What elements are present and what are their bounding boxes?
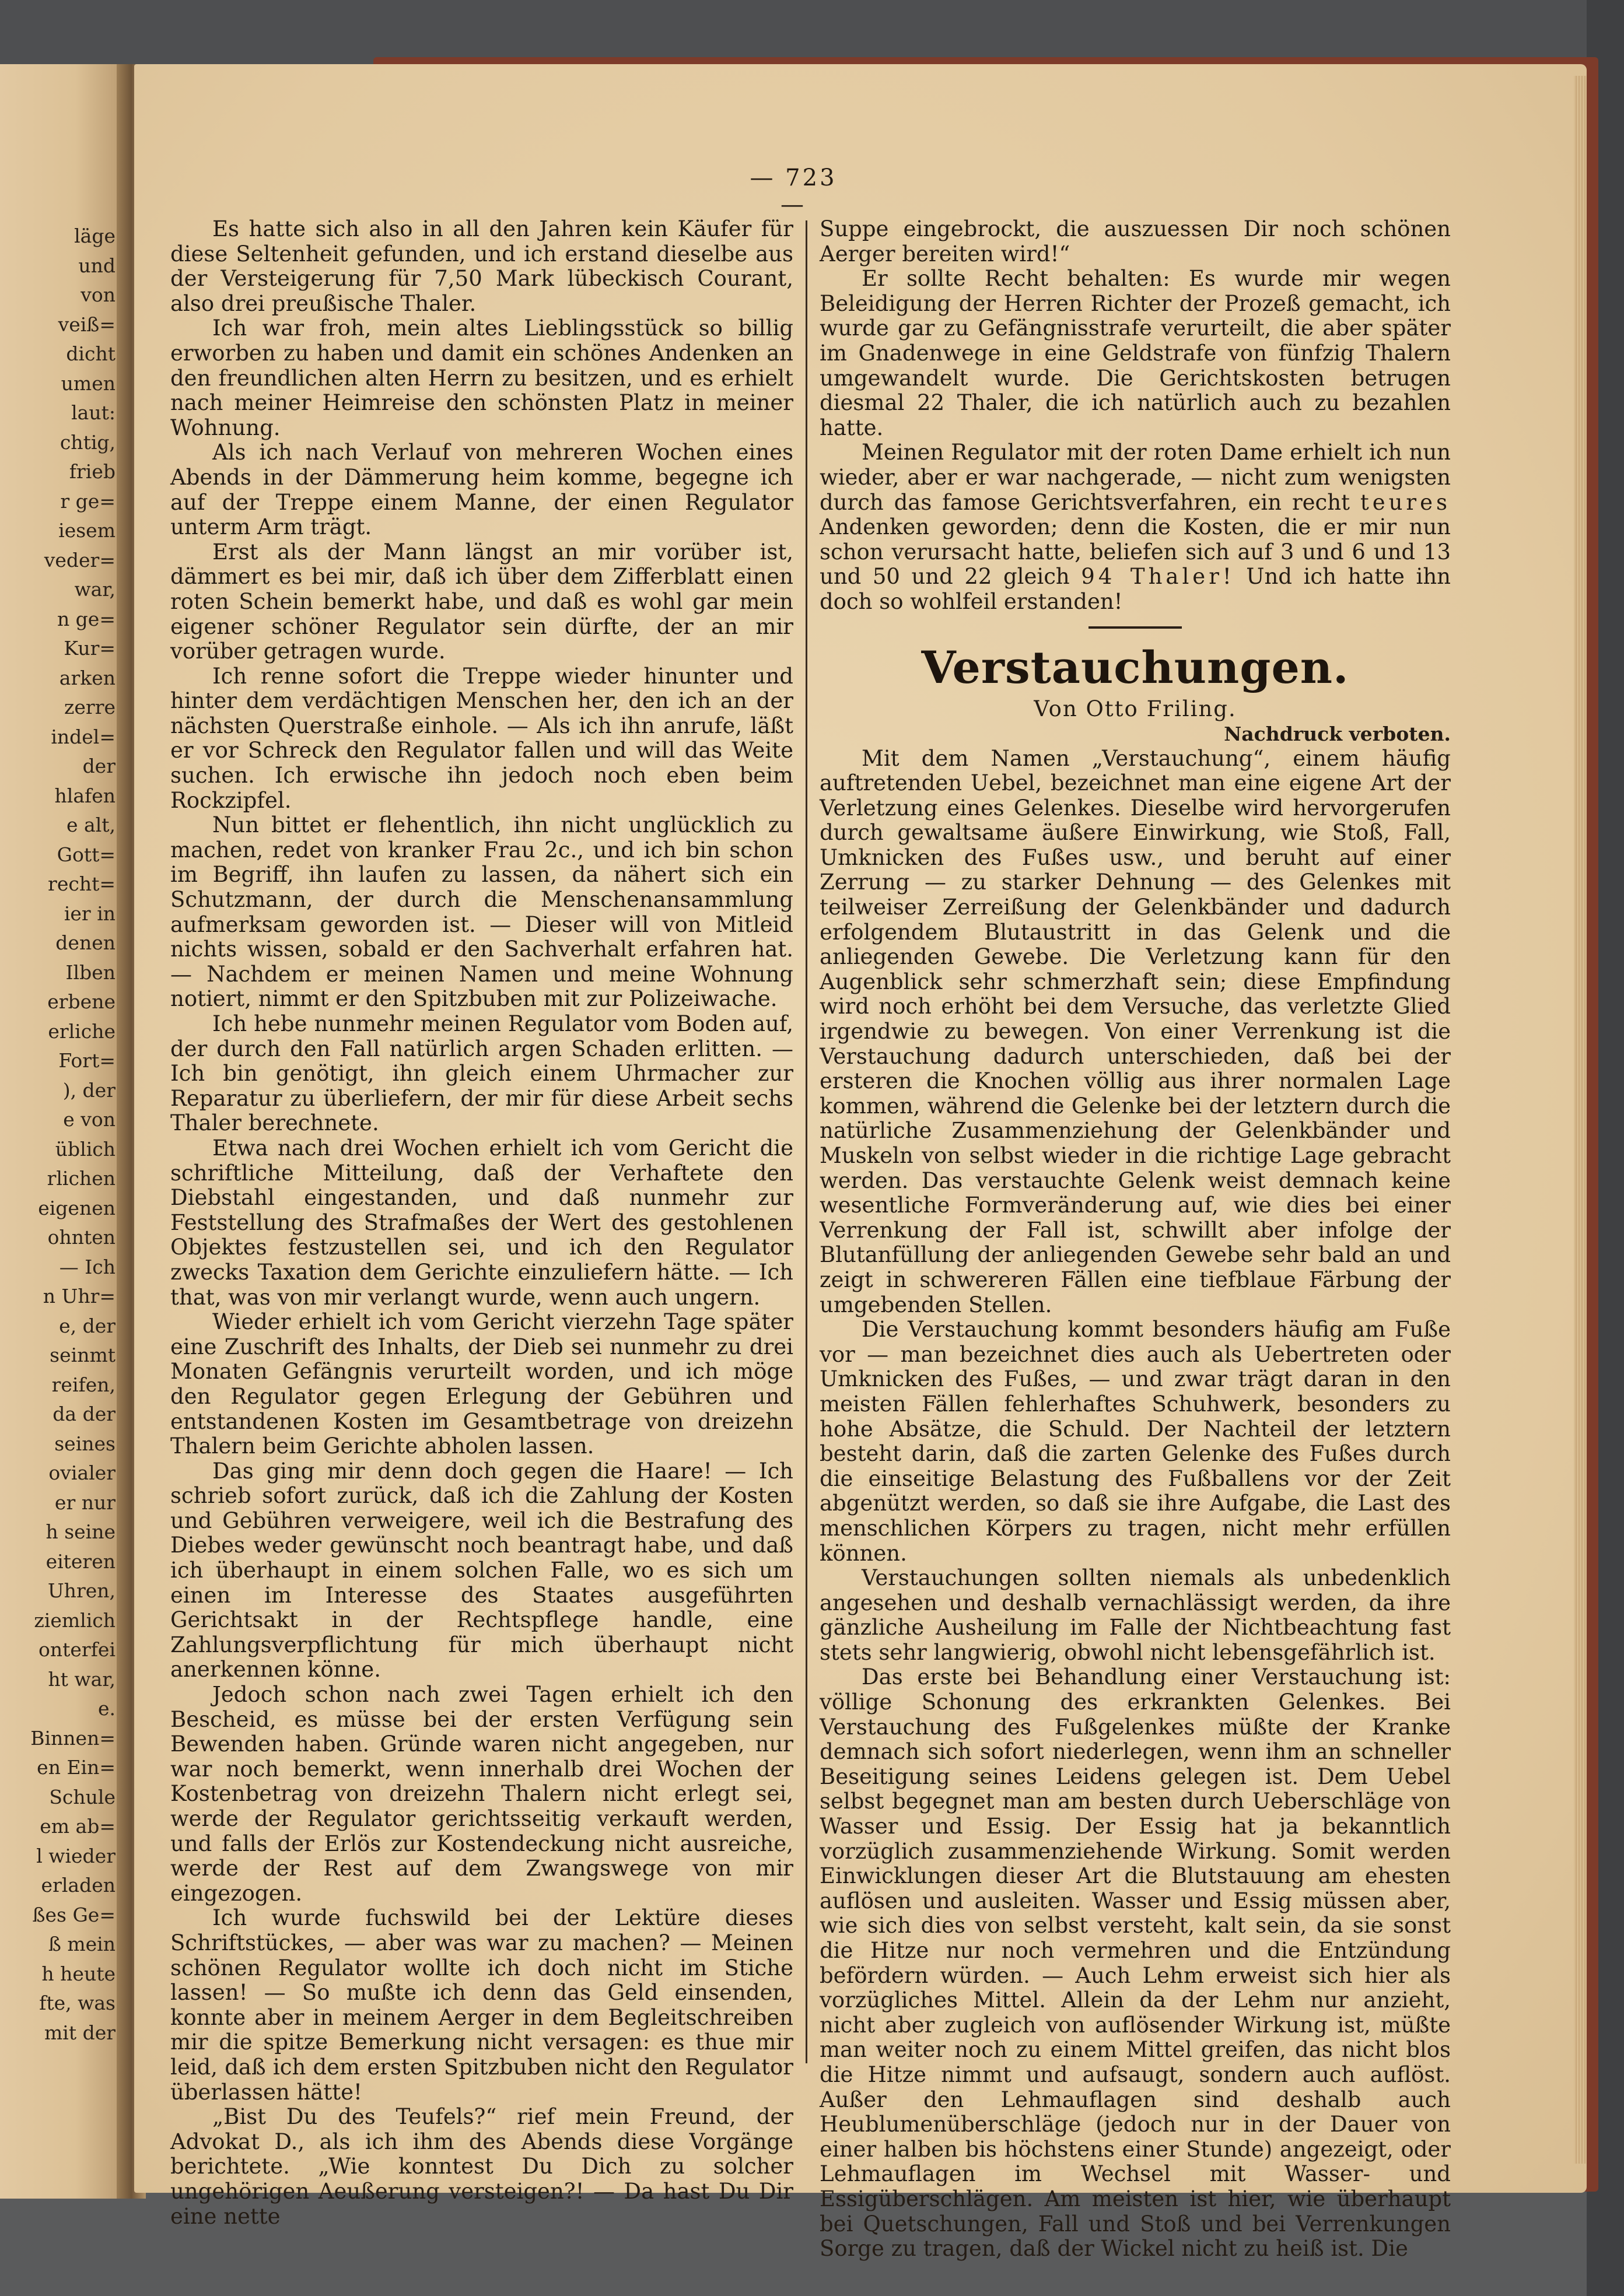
left-page-fragment: h seine <box>46 1520 116 1543</box>
left-page-fragment: denen <box>55 931 116 954</box>
scanner-background-top <box>0 0 1624 64</box>
left-page-fragment: erladen <box>41 1874 116 1897</box>
left-page-fragment: eiteren <box>46 1550 116 1573</box>
left-page-fragment: dicht <box>66 342 116 365</box>
left-page-fragment: zerre <box>64 696 116 718</box>
text-run: Und ich hatte ihn doch so wohlfeil erstanden! <box>820 564 1451 614</box>
paragraph: Ich war froh, mein altes Lieblingsstück so billig erworben zu haben und damit ein schönes Andenken an den freundlichen alten Herrn zu besitzen, und es erhielt nach meiner Heimreise den schönsten Platz in meiner Wohnung. <box>170 316 793 440</box>
left-page-fragment: hlafen <box>54 784 116 807</box>
paragraph: Mit dem Namen „Verstauchung“, einem häufig auftretenden Uebel, bezeichnet man eine eigene Art der Verletzung eines Gelenkes. Dieselbe wird hervorgerufen durch gewaltsame äußere Einwirkung, wie Stoß, Fall, Umknicken des Fußes usw., und beruht auf einer Zerrung — zu starker Dehnung — des Gelenkes mit teilweiser Zerreißung der Gelenkbänder und dadurch erfolgendem Blutaustritt in das Gelenk und die anliegenden Gewebe. Die Verletzung kann für den Augenblick sehr schmerzhaft sein; diese Empfindung wird noch erhöht bei dem Versuche, das verletzte Glied irgendwie zu bewegen. Von einer Verrenkung ist die Verstauchung dadurch unterschieden, daß bei der ersteren die Knochen völlig aus ihrer normalen Lage kommen, während die Gelenke bei der letztern durch die natürliche Zusammenziehung der Gelenkbänder und Muskeln von selbst wieder in die richtige Lage gebracht werden. Das verstauchte Gelenk weist demnach keine wesentliche Formveränderung auf, wie dies bei einer Verrenkung der Fall ist, schwillt aber infolge der Blutanfüllung der anliegenden Gewebe sehr bald an und zeigt in schwereren Fällen eine tiefblaue Färbung der umgebenden Stellen. <box>820 745 1451 1317</box>
left-column <box>170 217 793 2229</box>
left-page-fragment: umen <box>61 371 116 395</box>
paragraph: Er sollte Recht behalten: Es wurde mir wegen Beleidigung der Herren Richter der Prozeß gemacht, ich wurde gar zu Gefängnisstrafe verurteilt, die aber später im Gnadenwege in eine Geldstrafe von fünfzig Thalern umgewandelt wurde. Die Gerichtskosten betrugen diesmal 22 Thaler, die ich natürlich auch zu bezahlen hatte. <box>820 266 1451 440</box>
left-page-fragment: em ab= <box>40 1815 116 1838</box>
left-page-fragment: seinmt <box>50 1344 116 1366</box>
left-page-fragment: frieb <box>69 460 116 483</box>
column-divider <box>806 220 807 2063</box>
left-page-fragment: fte, was <box>39 1992 116 2014</box>
paragraph: Jedoch schon nach zwei Tagen erhielt ich den Bescheid, es müsse bei der ersten Verfügung sein Bewenden haben. Gründe waren nicht angegeben, nur war noch bemerkt, wenn innerhalb drei Wochen der Kostenbetrag von dreizehn Thalern nicht erlegt sei, werde der Regulator gerichtsseitig verkauft werden, und falls der Erlös zur Kostendeckung nicht ausreiche, werde der Rest auf dem Zwangswege von mir eingezogen. <box>170 1682 793 1906</box>
emphasis-text: 94 Thaler! <box>1081 564 1235 590</box>
left-page-fragment: n Uhr= <box>43 1285 116 1308</box>
left-page-fragment: eigenen <box>38 1196 116 1219</box>
left-page-fragment: mit der <box>44 2021 116 2044</box>
left-page-fragment: Gott= <box>57 843 116 866</box>
left-page-fragment: erbene <box>47 990 116 1013</box>
left-page-fragment: von <box>80 283 116 306</box>
left-page-fragment: Uhren, <box>47 1579 116 1602</box>
section-divider <box>1088 626 1182 629</box>
left-page-fragment: l wieder <box>36 1844 116 1867</box>
paragraph: Ich renne sofort die Treppe wieder hinunter und hinter dem verdächtigen Menschen her, den ich an der nächsten Querstraße einhole. — Als ich ihn anrufe, läßt er vor Schreck den Regulator fallen und will das Weite suchen. Ich erwische ihn jedoch noch eben beim Rockzipfel. <box>170 663 793 813</box>
left-page-fragment: laut: <box>71 401 116 424</box>
left-page-fragment: und <box>78 254 116 277</box>
left-page-fragment: r ge= <box>60 489 116 513</box>
left-page-fragment: n ge= <box>57 607 116 630</box>
left-page-fragment: onterfei <box>38 1638 116 1661</box>
article-author: Von Otto Friling. <box>1034 696 1237 721</box>
left-page-fragment: er nur <box>54 1491 116 1514</box>
paragraph: Ich wurde fuchswild bei der Lektüre dieses Schriftstückes, — aber was war zu machen? — Meinen schönen Regulator wollte ich doch nicht im Stiche lassen! — So mußte ich denn das Geld einsenden, konnte aber in meinem Aerger in dem Begleitschreiben mir die spitze Bemerkung nicht versagen: es thue mir leid, daß ich dem ersten Spitzbuben nicht den Regulator überlassen hätte! <box>170 1905 793 2105</box>
left-page-fragment: e von <box>63 1108 116 1131</box>
left-page-fragment: e alt, <box>66 814 116 836</box>
paragraph: Etwa nach drei Wochen erhielt ich vom Gericht die schriftliche Mitteilung, daß der Verhaftete den Diebstahl eingestanden, und daß nunmehr zur Feststellung des Strafmaßes der Wert des gestohlenen Objektes festzustellen sei, und ich den Regulator zwecks Taxation dem Gerichte einzuliefern hätte. — Ich that, was von mir verlangt wurde, wenn auch ungern. <box>170 1135 793 1310</box>
left-page-fragment: e, der <box>59 1314 116 1337</box>
left-page-fragment: ß mein <box>48 1933 116 1955</box>
paragraph: Erst als der Mann längst an mir vorüber ist, dämmert es bei mir, daß ich über dem Zifferblatt einen roten Schein bemerkt habe, und daß es wohl gar mein eigener schöner Regulator sein dürfte, der an mir vorüber getragen wurde. <box>170 539 793 664</box>
paragraph: „Bist Du des Teufels?“ rief mein Freund, der Advokat D., als ich ihm des Abends diese Vorgänge berichtete. „Wie konntest Du Dich zu solcher ungehörigen Aeußerung versteigen?! — Da hast Du Dir eine nette <box>170 2104 793 2229</box>
left-page-fragment: seines <box>54 1432 116 1455</box>
left-page-fragment: veder= <box>44 548 116 572</box>
left-page-fragment: en Ein= <box>37 1756 116 1779</box>
left-page-fragment: läge <box>74 225 116 247</box>
reprint-notice: Nachdruck verboten. <box>1224 722 1451 745</box>
paragraph: Die Verstauchung kommt besonders häufig am Fuße vor — man bezeichnet dies auch als Uebertreten oder Umknicken des Fußes, — und zwar trägt daran in den meisten Fällen fehlerhaftes Schuhwerk, besonders zu hohe Absätze, die Schuld. Der Nachteil der letztern besteht darin, daß die zarten Gelenke des Fußes durch die einseitige Belastung des Fußballens vor der Zeit abgenützt werden, so daß sie ihre Aufgabe, die Last des menschlichen Körpers zu tragen, nicht mehr erfüllen können. <box>820 1317 1451 1566</box>
left-page-fragment: ier in <box>64 902 116 925</box>
left-page-fragment: ovialer <box>48 1461 116 1484</box>
left-page-fragment: da der <box>52 1403 116 1425</box>
left-page-fragment: recht= <box>48 872 116 895</box>
text-run: Andenken geworden; denn die Kosten, die er mir nun schon verursacht hatte, beliefen sich auf 3 und 6 und 13 und 50 und 22 gleich <box>820 514 1451 590</box>
left-page-fragment: rlichen <box>47 1167 116 1190</box>
paragraph: Das ging mir denn doch gegen die Haare! — Ich schrieb sofort zurück, daß ich die Zahlung der Kosten und Gebühren verweigere, weil ich die Bestrafung des Diebes weder gewünscht noch beantragt habe, und daß ich überhaupt in einem solchen Falle, wo es sich um einen im Interesse des Staates ausgeführten Gerichtsakt in der Rechtspflege handle, eine Zahlungsverpflichtung für mich überhaupt nicht anerkennen könne. <box>170 1458 793 1682</box>
left-page-fragment: Fort= <box>58 1049 116 1072</box>
emphasis-text: teures <box>1360 489 1451 515</box>
paragraph: Wieder erhielt ich vom Gericht vierzehn Tage später eine Zuschrift des Inhalts, der Dieb sei nunmehr zu drei Monaten Gefängnis verurteilt worden, und ich möge den Regulator gegen Erlegung der Gebühren und entstandenen Kosten im Gesamtbetrage von dreizehn Thalern beim Gerichte abholen lassen. <box>170 1309 793 1459</box>
page-edges <box>1574 76 1587 2164</box>
left-page-fragment: ), der <box>62 1078 116 1102</box>
left-page-fragment: Binnen= <box>30 1726 116 1750</box>
paragraph: Es hatte sich also in all den Jahren kein Käufer für diese Seltenheit gefunden, und ich erstand dieselbe aus der Versteigerung für 7,50 Mark lübeckisch Courant, also drei preußische Thaler. <box>170 216 793 316</box>
left-page-fragment: erliche <box>48 1019 116 1043</box>
left-page-fragment: veiß= <box>58 313 116 336</box>
paragraph: Verstauchungen sollten niemals als unbedenklich angesehen und deshalb vernachlässigt werden, da ihre gänzliche Ausheilung im Falle der Nichtbeachtung fast stets sehr langwierig, obwohl nicht lebensgefährlich ist. <box>820 1565 1451 1665</box>
paragraph: Ich hebe nunmehr meinen Regulator vom Boden auf, der durch den Fall natürlich argen Schaden erlitten. — Ich bin genötigt, ihn gleich einem Uhrmacher zur Reparatur zu überliefern, der mir für diese Arbeit sechs Thaler berechnete. <box>170 1011 793 1136</box>
page-number: — 723 — <box>750 164 837 218</box>
left-page-fragment: h heute <box>41 1962 116 1985</box>
article-title: Verstauchungen. <box>921 641 1349 693</box>
left-page-fragment: chtig, <box>60 430 116 454</box>
paragraph: Das erste bei Behandlung einer Verstauchung ist: völlige Schonung des erkrankten Gelenkes. Bei Verstauchung des Fußgelenkes müßte der Kranke demnach sich sofort niederlegen, wenn ihm an schneller Beseitigung seines Leidens gelegen ist. Dem Uebel selbst begegnet man am besten durch Ueberschläge von Wasser und Essig. Der Essig hat ja bekanntlich vorzüglich zusammenziehende Wirkung. Somit werden Einwicklungen dieser Art die Blutstauung am ehesten auflösen und ausleiten. Wasser und Essig müssen aber, wie sich dies von selbst versteht, kalt sein, da sie sonst die Hitze nur noch vermehren und die Entzündung befördern würden. — Auch Lehm erweist sich hier als vorzügliches Mittel. Allein da der Lehm nur anzieht, nicht aber zugleich von auflösender Wirkung ist, müßte man weiter noch zu einem Mittel greifen, das nicht blos die Hitze nimmt und aufsaugt, sondern auch auflöst. Außer den Lehmauflagen sind deshalb auch Heublumenüberschläge (jedoch nur in der Dauer von einer halben bis höchstens einer Stunde) angezeigt, oder Lehmauflagen im Wechsel mit Wasser- und Essigüberschlägen. Am meisten ist hier, wie überhaupt bei Quetschungen, Fall und Stoß und bei Verrenkungen Sorge zu tragen, daß der Wickel nicht zu heiß ist. Die <box>820 1664 1451 2262</box>
left-page-fragment: ht war, <box>48 1667 116 1691</box>
left-page-fragment: reifen, <box>51 1373 116 1396</box>
left-page-fragment: Schule <box>49 1785 116 1808</box>
left-page-fragment: arken <box>59 666 116 689</box>
paragraph <box>820 440 1451 614</box>
left-page-fragment: ßes Ge= <box>32 1903 116 1926</box>
left-page-fragment: iesem <box>58 519 116 542</box>
left-page <box>0 64 125 2199</box>
left-page-fragment: e. <box>97 1697 116 1720</box>
left-page-fragment: der <box>82 755 116 777</box>
left-page-fragment: üblich <box>55 1137 116 1161</box>
left-page-fragment: war, <box>74 578 116 601</box>
text-run: Meinen Regulator mit der roten Dame erhielt ich nun wieder, aber er war nachgerade, — nicht zum wenigsten durch das famose Gerichtsverfahren, ein recht <box>820 440 1451 515</box>
paragraph: Suppe eingebrockt, die auszuessen Dir noch schönen Aerger bereiten wird!“ <box>820 216 1451 267</box>
left-page-fragment: Ilben <box>65 961 116 984</box>
left-page-fragment: Kur= <box>64 637 116 660</box>
paragraph: Nun bittet er flehentlich, ihn nicht unglücklich zu machen, redet von kranker Frau 2c., und ich bin schon im Begriff, ihn laufen zu lassen, da nähert sich ein Schutzmann, der durch die Menschenansammlung aufmerksam geworden ist. — Dieser will von Mitleid nichts wissen, sobald er den Sachverhalt erfahren hat. — Nachdem er meinen Namen und meine Wohnung notiert, nimmt er den Spitzbuben mit zur Polizeiwache. <box>170 812 793 1012</box>
right-column <box>820 217 1451 2262</box>
left-page-fragment: — Ich <box>59 1255 116 1278</box>
paragraph: Als ich nach Verlauf von mehreren Wochen eines Abends in der Dämmerung heim komme, begegne ich auf der Treppe einem Manne, der einen Regulator unterm Arm trägt. <box>170 440 793 540</box>
left-page-fragment: ziemlich <box>34 1608 116 1632</box>
left-page-fragment: indel= <box>51 725 116 748</box>
left-page-fragment: ohnten <box>47 1226 116 1249</box>
